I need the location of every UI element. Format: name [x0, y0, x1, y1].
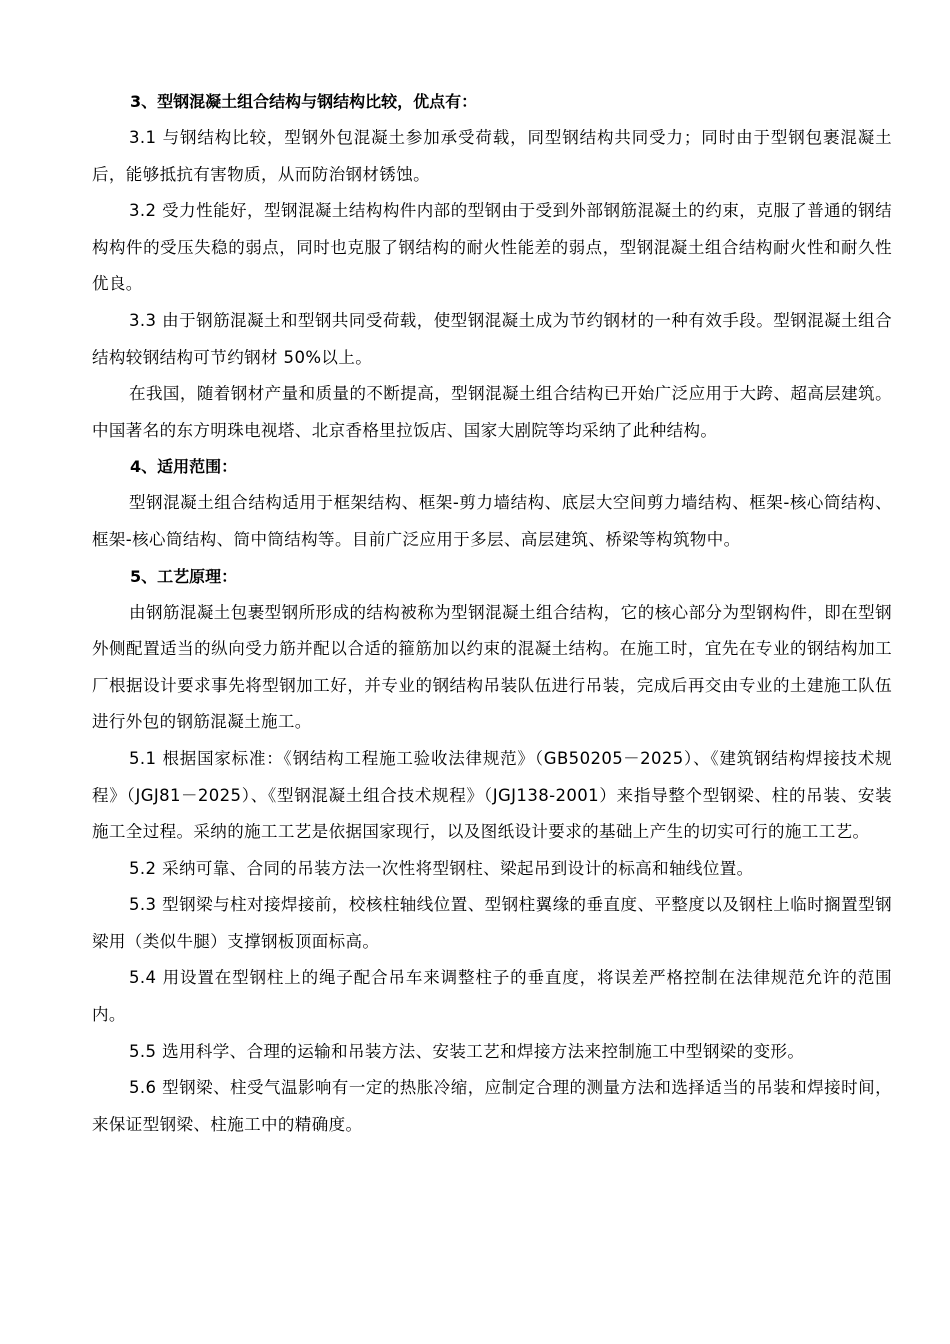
- paragraph: 3.3 由于钢筋混凝土和型钢共同受荷载，使型钢混凝土成为节约钢材的一种有效手段。型钢混凝土组合结构较钢结构可节约钢材 50%以上。: [92, 310, 892, 367]
- paragraph: 5.5 选用科学、合理的运输和吊装方法、安装工艺和焊接方法来控制施工中型钢梁的变形。: [129, 1041, 805, 1061]
- paragraph: 型钢混凝土组合结构适用于框架结构、框架-剪力墙结构、底层大空间剪力墙结构、框架-核心筒结构、框架-核心筒结构、筒中筒结构等。目前广泛应用于多层、高层建筑、桥梁等构筑物中。: [92, 493, 892, 549]
- section-heading: 4、适用范围：: [130, 457, 238, 477]
- paragraph: 3.1 与钢结构比较，型钢外包混凝土参加承受荷载，同型钢结构共同受力；同时由于型钢包裹混凝土后，能够抵抗有害物质，从而防治钢材锈蚀。: [92, 128, 892, 184]
- paragraph: 5.6 型钢梁、柱受气温影响有一定的热胀冷缩，应制定合理的测量方法和选择适当的吊装和焊接时间，来保证型钢梁、柱施工中的精确度。: [92, 1078, 892, 1134]
- section-heading: 3、型钢混凝土组合结构与钢结构比较，优点有：: [130, 92, 478, 111]
- paragraph: 在我国，随着钢材产量和质量的不断提高，型钢混凝土组合结构已开始广泛应用于大跨、超高层建筑。中国著名的东方明珠电视塔、北京香格里拉饭店、国家大剧院等均采纳了此种结构。: [92, 384, 892, 440]
- section-heading: 5、工艺原理：: [130, 566, 238, 586]
- paragraph: 3.2 受力性能好，型钢混凝土结构构件内部的型钢由于受到外部钢筋混凝土的约束，克服了普通的钢结构构件的受压失稳的弱点，同时也克服了钢结构的耐火性能差的弱点，型钢混凝土组合结构耐火性和耐久性优良。: [92, 201, 892, 294]
- document-page: [92, 84, 892, 1143]
- paragraph: 由钢筋混凝土包裹型钢所形成的结构被称为型钢混凝土组合结构，它的核心部分为型钢构件，即在型钢外侧配置适当的纵向受力筋并配以合适的箍筋加以约束的混凝土结构。在施工时，宜先在专业的钢结构加工厂根据设计要求事先将型钢加工好，并专业的钢结构吊装队伍进行吊装，完成后再交由专业的土建施工队伍进行外包的钢筋混凝土施工。: [92, 602, 892, 732]
- paragraph: 5.1 根据国家标准：《钢结构工程施工验收法律规范》（GB50205－2025）、《建筑钢结构焊接技术规程》（JGJ81－2025）、《型钢混凝土组合技术规程》（JGJ138-2001）来指导整个型钢梁、柱的吊装、安装施工全过程。采纳的施工工艺是依据国家现行，以及图纸设计要求的基础上产生的切实可行的施工工艺。: [92, 748, 892, 842]
- paragraph: 5.2 采纳可靠、合同的吊装方法一次性将型钢柱、梁起吊到设计的标高和轴线位置。: [129, 858, 754, 878]
- paragraph: 5.4 用设置在型钢柱上的绳子配合吊车来调整柱子的垂直度，将误差严格控制在法律规范允许的范围内。: [92, 968, 892, 1025]
- paragraph: 5.3 型钢梁与柱对接焊接前，校核柱轴线位置、型钢柱翼缘的垂直度、平整度以及钢柱上临时搁置型钢梁用（类似牛腿）支撑钢板顶面标高。: [92, 895, 892, 951]
